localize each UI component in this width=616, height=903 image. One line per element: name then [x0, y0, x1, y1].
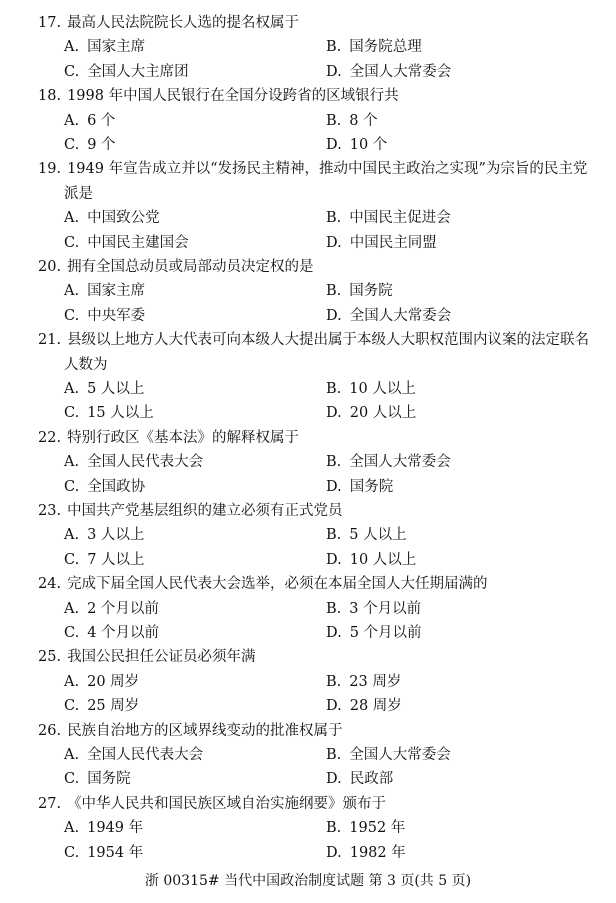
question-25 — [38, 648, 256, 666]
option-b — [326, 112, 378, 130]
option-letter: D. — [326, 63, 342, 80]
question-number: 21. — [38, 332, 62, 349]
option-letter: C. — [64, 63, 80, 80]
option-c — [64, 844, 143, 862]
option-a — [64, 453, 203, 471]
option-text: 7 人以上 — [87, 551, 145, 568]
option-letter: B. — [326, 747, 342, 763]
question-21 — [38, 331, 589, 349]
option-text: 全国人大主席团 — [87, 63, 189, 80]
option-letter: A. — [64, 673, 80, 690]
option-a — [64, 600, 159, 618]
option-text: 20 人以上 — [349, 405, 417, 422]
option-text: 2 个月以前 — [87, 600, 159, 617]
option-text: 国家主席 — [87, 39, 146, 56]
page-footer: 浙 00315# 当代中国政治制度试题 第 3 页(共 5 页) — [144, 873, 472, 889]
option-letter: C. — [64, 234, 80, 251]
option-b — [326, 600, 421, 618]
option-text: 3 人以上 — [87, 527, 145, 544]
option-text: 1982 年 — [349, 844, 406, 861]
question-stem: 最高人民法院院长人选的提名权属于 — [67, 15, 300, 31]
option-letter: D. — [326, 551, 342, 568]
option-text: 15 人以上 — [87, 405, 154, 422]
option-b — [326, 209, 451, 227]
option-letter: D. — [326, 307, 342, 324]
option-d — [326, 234, 437, 252]
option-b — [326, 819, 405, 837]
option-text: 全国人大常委会 — [349, 454, 451, 471]
option-letter: D. — [326, 698, 342, 715]
option-text: 全国人民代表大会 — [87, 747, 204, 763]
question-stem: 我国公民担任公证员必须年满 — [67, 649, 256, 666]
option-letter: A. — [64, 820, 80, 837]
option-letter: A. — [64, 210, 80, 227]
option-text: 国务院 — [349, 478, 394, 495]
option-a — [64, 526, 144, 544]
option-c — [64, 770, 131, 788]
option-text: 中国民主促进会 — [349, 210, 451, 227]
option-d — [326, 770, 393, 788]
option-text: 28 周岁 — [349, 698, 402, 715]
question-stem: 拥有全国总动员或局部动员决定权的是 — [67, 259, 314, 275]
question-stem-continued: 派是 — [64, 185, 93, 202]
option-letter: B. — [326, 600, 342, 617]
option-text: 全国人大常委会 — [349, 63, 452, 80]
option-text: 全国人大常委会 — [349, 307, 452, 324]
option-b — [326, 380, 416, 398]
option-text: 6 个 — [87, 112, 116, 129]
option-a — [64, 746, 203, 764]
option-text: 5 人以上 — [87, 381, 145, 397]
question-17 — [38, 14, 299, 32]
option-a — [64, 38, 145, 56]
option-letter: A. — [64, 747, 80, 763]
option-text: 中央军委 — [87, 307, 146, 324]
option-text: 中国民主同盟 — [349, 234, 437, 251]
option-letter: D. — [326, 771, 342, 788]
option-text: 1949 年 — [87, 820, 144, 837]
question-23 — [38, 502, 343, 520]
question-number: 22. — [38, 429, 62, 446]
option-letter: D. — [326, 405, 342, 422]
option-text: 中国民主建国会 — [87, 234, 189, 251]
question-24 — [38, 575, 488, 593]
option-letter: B. — [326, 283, 342, 300]
question-19 — [38, 160, 587, 178]
option-text: 1954 年 — [87, 844, 144, 861]
option-b — [326, 282, 393, 300]
option-letter: A. — [64, 283, 80, 300]
option-c — [64, 478, 145, 496]
option-text: 国务院 — [349, 283, 393, 300]
option-d — [326, 307, 451, 325]
option-d — [326, 697, 402, 715]
question-number: 20. — [38, 259, 62, 275]
option-letter: B. — [326, 673, 342, 690]
option-d — [326, 63, 451, 81]
option-letter: C. — [64, 307, 80, 324]
option-d — [326, 136, 387, 154]
question-stem: 1949 年宣告成立并以“发扬民主精神，推动中国民主政治之实现”为宗旨的民主党 — [67, 161, 588, 178]
option-letter: D. — [326, 137, 342, 153]
option-letter: A. — [64, 39, 80, 56]
option-text: 国家主席 — [87, 283, 146, 300]
option-d — [326, 404, 416, 422]
option-letter: B. — [326, 39, 342, 56]
question-20 — [38, 258, 314, 276]
option-b — [326, 746, 451, 764]
question-stem: 中国共产党基层组织的建立必须有正式党员 — [67, 503, 343, 519]
question-number: 19. — [38, 161, 62, 178]
option-text: 20 周岁 — [87, 673, 140, 690]
option-letter: D. — [326, 234, 342, 251]
option-letter: A. — [64, 454, 80, 471]
option-letter: C. — [64, 698, 80, 715]
question-number: 23. — [38, 503, 62, 519]
option-text: 中国致公党 — [87, 210, 160, 227]
option-c — [64, 624, 159, 642]
option-a — [64, 209, 160, 227]
option-text: 4 个月以前 — [87, 625, 160, 641]
question-number: 26. — [38, 722, 62, 739]
option-d — [326, 551, 416, 569]
option-a — [64, 282, 145, 300]
option-c — [64, 136, 116, 154]
question-number: 17. — [38, 15, 62, 31]
option-text: 9 个 — [87, 137, 116, 153]
option-text: 10 个 — [349, 137, 388, 153]
option-a — [64, 380, 144, 398]
option-text: 5 个月以前 — [349, 625, 422, 641]
option-letter: B. — [326, 454, 342, 471]
option-letter: A. — [64, 112, 80, 129]
option-letter: D. — [326, 844, 342, 861]
option-c — [64, 404, 154, 422]
option-letter: B. — [326, 527, 342, 544]
question-stem-continued: 人数为 — [64, 356, 108, 373]
question-stem: 特别行政区《基本法》的解释权属于 — [67, 429, 300, 446]
option-text: 全国人民代表大会 — [87, 454, 204, 471]
option-letter: B. — [326, 820, 342, 837]
question-18 — [38, 87, 399, 105]
option-b — [326, 673, 401, 691]
option-letter: C. — [64, 137, 80, 153]
option-letter: B. — [326, 112, 342, 129]
option-c — [64, 307, 145, 325]
option-text: 10 人以上 — [349, 551, 417, 568]
option-c — [64, 697, 139, 715]
option-d — [326, 624, 422, 642]
option-letter: A. — [64, 527, 80, 544]
option-text: 1952 年 — [349, 820, 406, 837]
option-c — [64, 234, 189, 252]
option-letter: C. — [64, 551, 80, 568]
question-26 — [38, 722, 343, 740]
question-number: 27. — [38, 795, 62, 812]
question-number: 18. — [38, 88, 62, 105]
option-a — [64, 819, 143, 837]
option-letter: C. — [64, 405, 80, 422]
option-text: 全国政协 — [87, 478, 146, 495]
question-22 — [38, 429, 299, 447]
option-b — [326, 38, 422, 56]
option-letter: B. — [326, 381, 342, 397]
option-text: 23 周岁 — [349, 673, 402, 690]
question-stem: 1998 年中国人民银行在全国分设跨省的区域银行共 — [67, 88, 399, 105]
option-letter: C. — [64, 844, 80, 861]
question-stem: 《中华人民共和国民族区域自治实施纲要》颁布于 — [67, 795, 387, 812]
option-c — [64, 63, 189, 81]
option-letter: D. — [326, 478, 342, 495]
option-text: 10 人以上 — [349, 381, 416, 397]
option-letter: C. — [64, 478, 80, 495]
option-letter: C. — [64, 625, 80, 641]
question-number: 24. — [38, 576, 62, 593]
option-text: 国务院总理 — [349, 39, 422, 56]
question-number: 25. — [38, 649, 62, 666]
option-c — [64, 551, 145, 569]
option-letter: A. — [64, 600, 80, 617]
question-stem: 完成下届全国人民代表大会选举，必须在本届全国人大任期届满的 — [67, 576, 488, 593]
option-b — [326, 453, 451, 471]
option-a — [64, 673, 139, 691]
option-text: 全国人大常委会 — [349, 747, 451, 763]
option-text: 25 周岁 — [87, 698, 140, 715]
option-letter: B. — [326, 210, 342, 227]
option-text: 国务院 — [87, 771, 131, 788]
question-stem: 民族自治地方的区域界线变动的批准权属于 — [67, 722, 343, 739]
option-text: 3 个月以前 — [349, 600, 422, 617]
option-letter: D. — [326, 625, 342, 641]
option-d — [326, 844, 406, 862]
option-text: 8 个 — [349, 112, 378, 129]
option-text: 民政部 — [349, 771, 394, 788]
option-d — [326, 478, 393, 496]
option-letter: A. — [64, 381, 80, 397]
option-letter: C. — [64, 771, 80, 788]
option-b — [326, 526, 407, 544]
option-a — [64, 112, 115, 130]
question-stem: 县级以上地方人大代表可向本级人大提出属于本级人大职权范围内议案的法定联名 — [67, 332, 590, 349]
question-27 — [38, 795, 386, 813]
option-text: 5 人以上 — [349, 527, 407, 544]
